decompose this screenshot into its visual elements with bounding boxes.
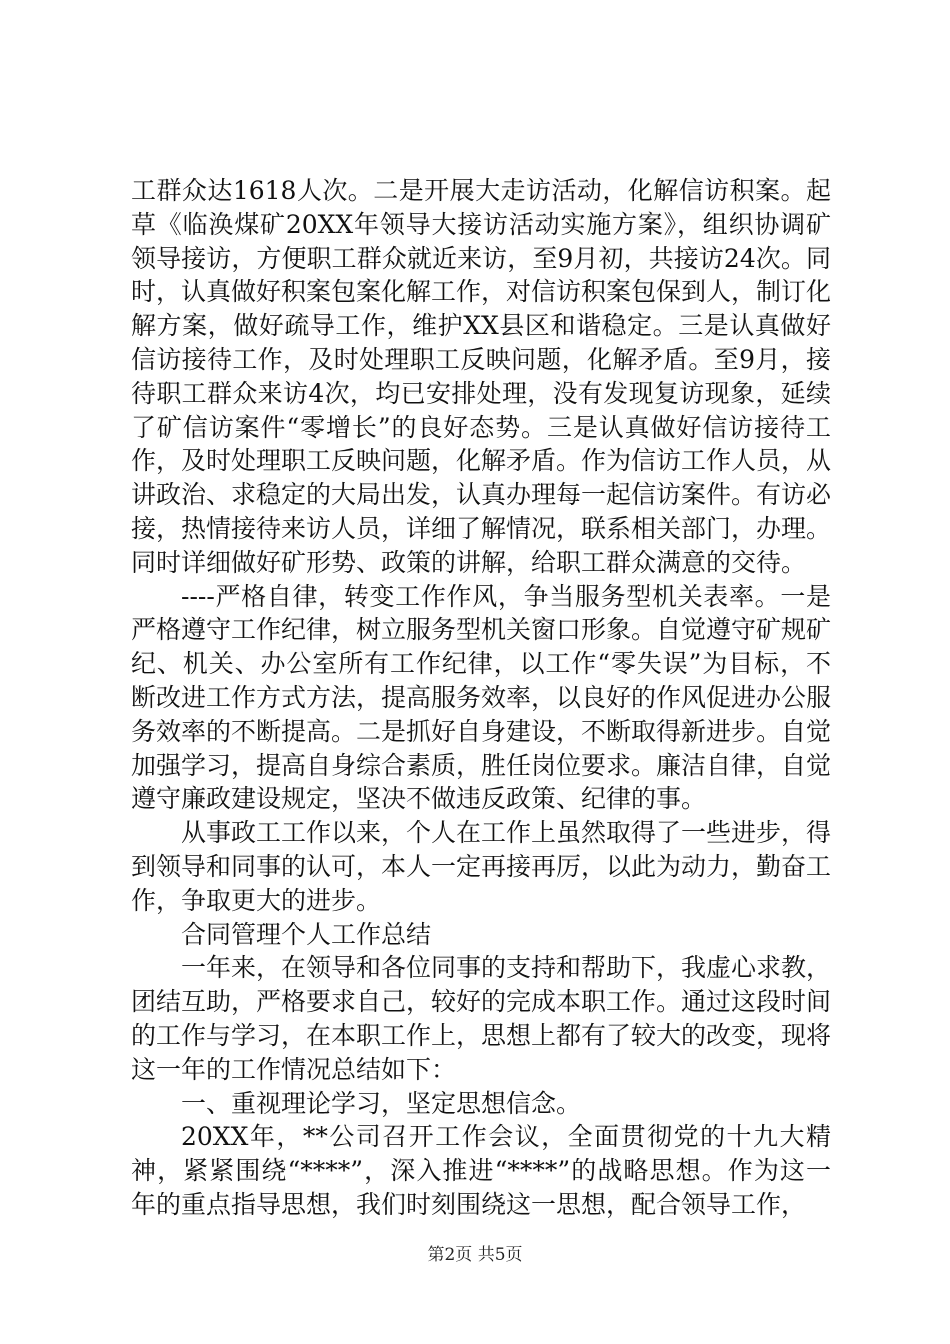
- page-footer: [0, 1244, 950, 1266]
- page-number: 第2页 共5页: [427, 1245, 523, 1265]
- paragraph-5: 20XX年，**公司召开工作会议，全面贯彻党的十九大精神，紧紧围绕“****”，深入推进“****”的战略思想。作为这一年的重点指导思想，我们时刻围绕这一思想，配合领导工作，: [131, 1122, 831, 1219]
- paragraph-3: 从事政工工作以来，个人在工作上虽然取得了一些进步，得到领导和同事的认可，本人一定再接再厉，以此为动力，勤奋工作，争取更大的进步。: [131, 818, 832, 915]
- section-title: 合同管理个人工作总结: [181, 919, 432, 949]
- paragraph-2: ----严格自律，转变工作作风，争当服务型机关表率。一是严格遵守工作纪律，树立服务型机关窗口形象。自觉遵守矿规矿纪、机关、办公室所有工作纪律，以工作“零失误”为目标，不断改进工作方式方法，提高服务效率，以良好的作风促进办公服务效率的不断提高。二是抓好自身建设，不断取得新进步。自觉加强学习，提高自身综合素质，胜任岗位要求。廉洁自律，自觉遵守廉政建设规定，坚决不做违反政策、纪律的事。: [131, 581, 832, 814]
- paragraph-1: 工群众达1618人次。二是开展大走访活动，化解信访积案。起草《临涣煤矿20XX年领导大接访活动实施方案》，组织协调矿领导接访，方便职工群众就近来访，至9月初，共接访24次。同时，认真做好积案包案化解工作，对信访积案包保到人，制订化解方案，做好疏导工作，维护XX县区和谐稳定。三是认真做好信访接待工作，及时处理职工反映问题，化解矛盾。至9月，接待职工群众来访4次，均已安排处理，没有发现复访现象，延续了矿信访案件“零增长”的良好态势。三是认真做好信访接待工作，及时处理职工反映问题，化解矛盾。作为信访工作人员，从讲政治、求稳定的大局出发，认真办理每一起信访案件。有访必接，热情接待来访人员，详细了解情况，联系相关部门，办理。同时详细做好矿形势、政策的讲解，给职工群众满意的交待。: [131, 176, 832, 577]
- section-heading-1: 一、重视理论学习，坚定思想信念。: [181, 1088, 582, 1118]
- document-body: [131, 174, 831, 1222]
- paragraph-4: 一年来，在领导和各位同事的支持和帮助下，我虚心求教，团结互助，严格要求自己，较好的完成本职工作。通过这段时间的工作与学习，在本职工作上，思想上都有了较大的改变，现将这一年的工作情况总结如下：: [131, 953, 832, 1084]
